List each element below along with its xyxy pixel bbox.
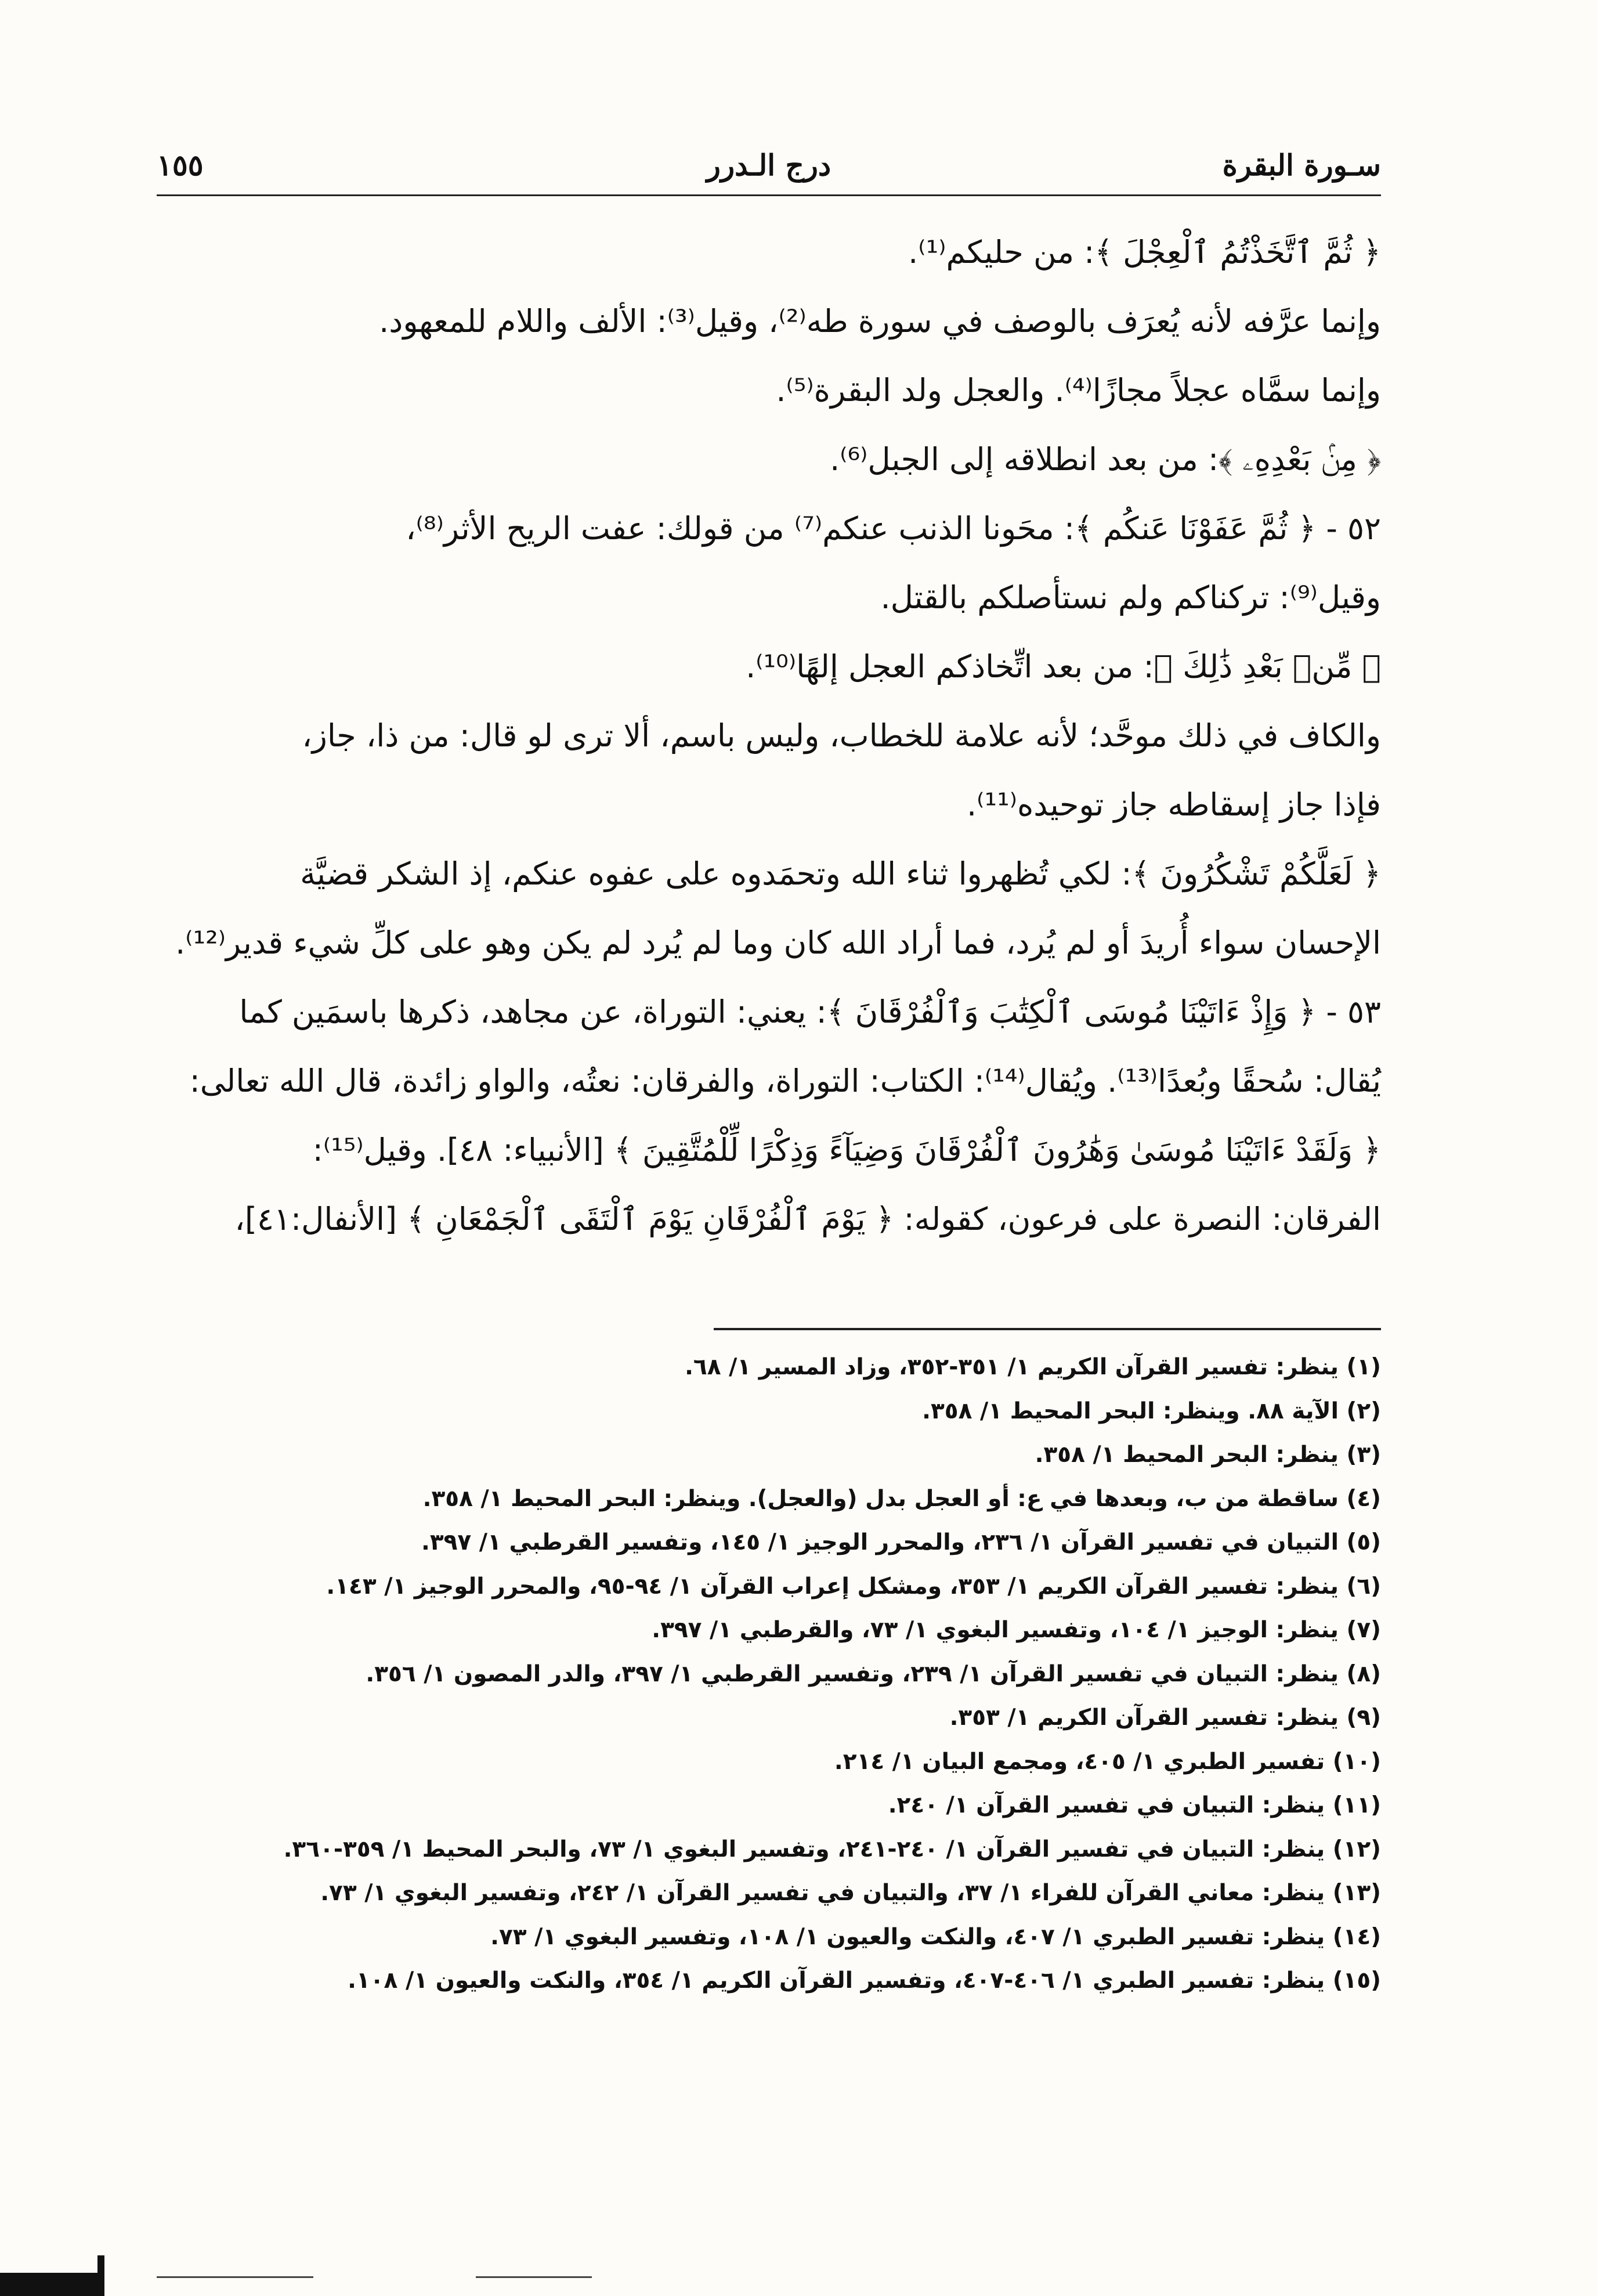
footnote: (١) ينظر: تفسير القرآن الكريم ١/ ٣٥١-٣٥٢، وزاد المسير ١/ ٦٨. (685, 1354, 1381, 1380)
footnote: (١٠) تفسير الطبري ١/ ٤٠٥، ومجمع البيان ١/ ٢١٤. (834, 1748, 1381, 1775)
running-header (157, 148, 1381, 200)
text-line: ٥٣ - ﴿ وَإِذْ ءَاتَيْنَا مُوسَى ٱلْكِتَٰبَ وَٱلْفُرْقَانَ ﴾: يعني: التوراة، عن مجاهد، ذكرها باسمَين كما (239, 994, 1381, 1030)
text-line: الإحسان سواء أُريدَ أو لم يُرد، فما أراد الله كان وما لم يُرد لم يكن وهو على كلِّ شيء قدير⁽¹²⁾. (175, 925, 1381, 961)
footnote: (٦) ينظر: تفسير القرآن الكريم ١/ ٣٥٣، ومشكل إعراب القرآن ١/ ٩٤-٩٥، والمحرر الوجيز ١/ ١٤٣. (326, 1573, 1381, 1600)
footnote: (١٣) ينظر: معاني القرآن للفراء ١/ ٣٧، والتبيان في تفسير القرآن ١/ ٢٤٢، وتفسير البغوي ١/ ٧٣. (320, 1880, 1381, 1906)
footnote: (٢) الآية ٨٨. وينظر: البحر المحيط ١/ ٣٥٨. (922, 1398, 1381, 1424)
text-line: ﴿ مِّنۢ بَعْدِ ذَٰلِكَ ﴾: من بعد اتِّخاذكم العجل إلهًا⁽¹⁰⁾. (746, 648, 1381, 685)
page-number: ١٥٥ (157, 148, 204, 182)
footnote: (٩) ينظر: تفسير القرآن الكريم ١/ ٣٥٣. (949, 1705, 1381, 1731)
crop-mark (0, 2273, 104, 2296)
crop-mark (97, 2255, 104, 2296)
text-line: وإنما سمَّاه عجلاً مجازًا⁽⁴⁾. والعجل ولد البقرة⁽⁵⁾. (776, 372, 1381, 409)
text-line: ﴿ ثُمَّ ٱتَّخَذْتُمُ ٱلْعِجْلَ ﴾: من حليكم⁽¹⁾. (908, 234, 1381, 270)
scan-edge-line (157, 2276, 313, 2278)
scan-edge-line (476, 2276, 592, 2278)
footnote: (١٥) ينظر: تفسير الطبري ١/ ٤٠٦-٤٠٧، وتفسير القرآن الكريم ١/ ٣٥٤، والنكت والعيون ١/ ١٠٨. (348, 1968, 1381, 1994)
footnotes (157, 1345, 1381, 2003)
footnote: (١٢) ينظر: التبيان في تفسير القرآن ١/ ٢٤٠-٢٤١، وتفسير البغوي ١/ ٧٣، والبحر المحيط ١/ ٣٥٩-٣٦٠. (283, 1836, 1381, 1862)
surah-title: سـورة البقرة (1222, 148, 1381, 182)
footnote: (١٤) ينظر: تفسير الطبري ١/ ٤٠٧، والنكت والعيون ١/ ١٠٨، وتفسير البغوي ١/ ٧٣. (490, 1923, 1381, 1950)
footnote: (٨) ينظر: التبيان في تفسير القرآن ١/ ٢٣٩، وتفسير القرطبي ١/ ٣٩٧، والدر المصون ١/ ٣٥٦. (366, 1660, 1381, 1687)
footnote: (٣) ينظر: البحر المحيط ١/ ٣٥٨. (1035, 1442, 1381, 1468)
footnote: (٥) التبيان في تفسير القرآن ١/ ٢٣٦، والمحرر الوجيز ١/ ١٤٥، وتفسير القرطبي ١/ ٣٩٧. (421, 1529, 1381, 1555)
text-line: ﴿ مِنۢ بَعْدِهِۦ ﴾: من بعد انطلاقه إلى الجبل⁽⁶⁾. (830, 441, 1381, 478)
text-line: الفرقان: النصرة على فرعون، كقوله: ﴿ يَوْمَ ٱلْفُرْقَانِ يَوْمَ ٱلْتَقَى ٱلْجَمْعَانِ ﴾ [الأنفال:٤١]، (234, 1201, 1381, 1237)
text-line: والكاف في ذلك موحَّد؛ لأنه علامة للخطاب، وليس باسم، ألا ترى لو قال: من ذا، جاز، (302, 717, 1381, 754)
footnote: (٤) ساقطة من ب، وبعدها في ع: أو العجل بدل (والعجل). وينظر: البحر المحيط ١/ ٣٥٨. (422, 1485, 1381, 1512)
text-line: ﴿ لَعَلَّكُمْ تَشْكُرُونَ ﴾: لكي تُظهروا ثناء الله وتحمَدوه على عفوه عنكم، إذ الشكر قضيَّة (300, 855, 1381, 892)
text-line: ﴿ وَلَقَدْ ءَاتَيْنَا مُوسَىٰ وَهَٰرُونَ ٱلْفُرْقَانَ وَضِيَآءً وَذِكْرًا لِّلْمُتَّقِينَ ﴾ [الأنبياء: ٤٨]. وقيل⁽¹⁵⁾: (312, 1132, 1381, 1168)
header-divider (157, 194, 1381, 196)
text-line: فإذا جاز إسقاطه جاز توحيده⁽¹¹⁾. (967, 786, 1381, 823)
text-line: وإنما عرَّفه لأنه يُعرَف بالوصف في سورة طه⁽²⁾، وقيل⁽³⁾: الألف واللام للمعهود. (379, 303, 1381, 340)
text-line: وقيل⁽⁹⁾: تركناكم ولم نستأصلكم بالقتل. (880, 579, 1381, 616)
main-text (157, 218, 1381, 1254)
book-title: درج الـدرر (706, 148, 831, 182)
footnote: (٧) ينظر: الوجيز ١/ ١٠٤، وتفسير البغوي ١/ ٧٣، والقرطبي ١/ ٣٩٧. (652, 1617, 1381, 1643)
footnote: (١١) ينظر: التبيان في تفسير القرآن ١/ ٢٤٠. (888, 1792, 1381, 1818)
footnote-divider (714, 1328, 1381, 1330)
text-line: ٥٢ - ﴿ ثُمَّ عَفَوْنَا عَنكُم ﴾: محَونا الذنب عنكم⁽⁷⁾ من قولك: عفت الريح الأثر⁽⁸⁾، (406, 510, 1381, 547)
text-line: يُقال: سُحقًا وبُعدًا⁽¹³⁾. ويُقال⁽¹⁴⁾: الكتاب: التوراة، والفرقان: نعتُه، والواو زائدة، قال الله تعالى: (189, 1063, 1381, 1099)
